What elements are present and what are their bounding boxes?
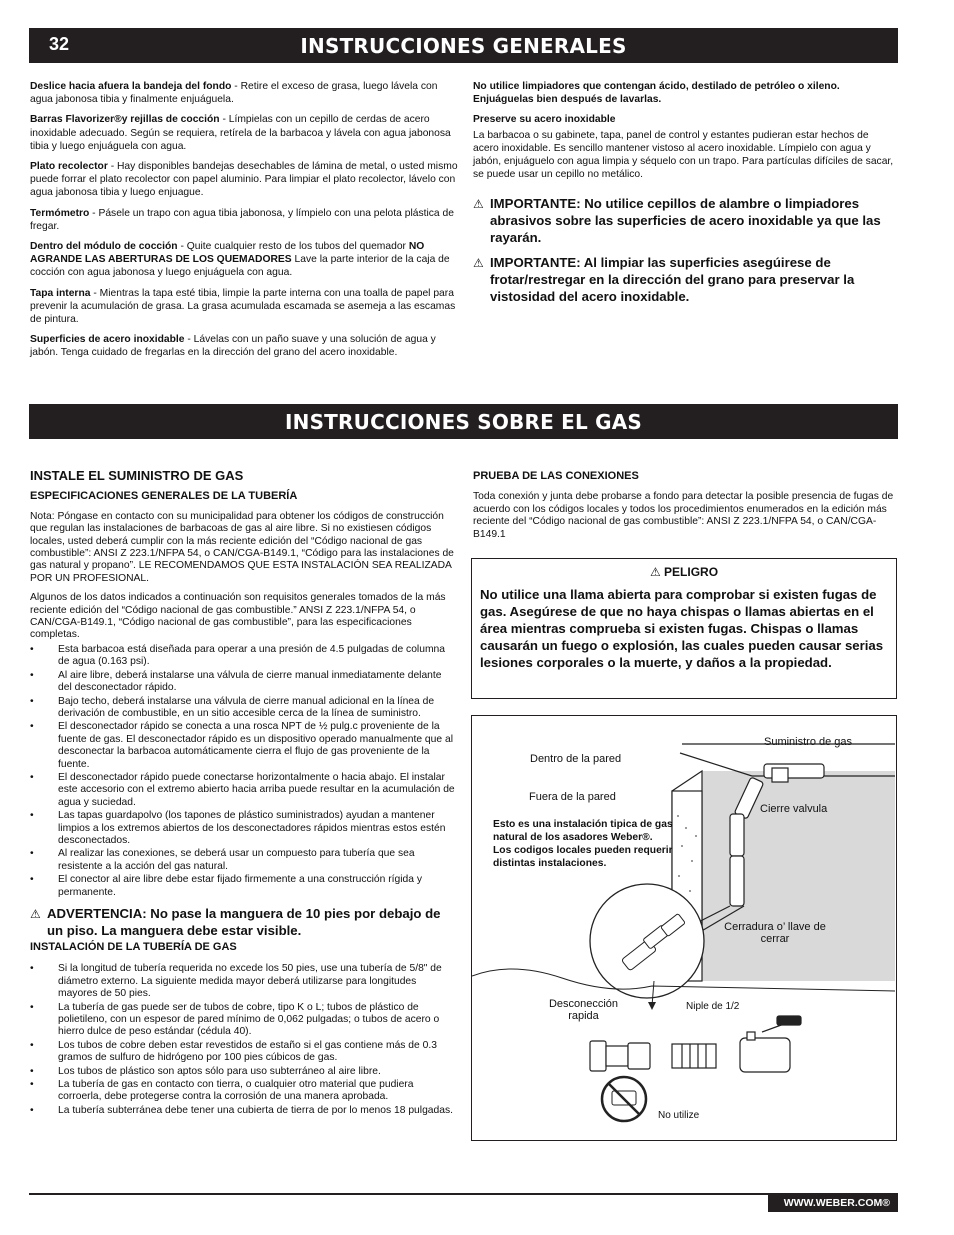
list-item: • Los tubos de plástico son aptos sólo para uso subterráneo al aire libre.	[30, 1066, 455, 1078]
paragraph-lead: Plato recolector	[30, 161, 108, 173]
label-fuera: Fuera de la pared	[529, 791, 616, 803]
paragraph-lead: Barras Flavorizer®y rejillas de cocción	[30, 114, 220, 126]
list-item: • Los tubos de cobre deben estar revestidos de estaño si el gas contiene más de 0.3 gramos de sulfuro de hidrógeno por 100 pies cúbicos de gas.	[30, 1040, 455, 1065]
general-paragraph	[30, 240, 458, 280]
paragraph-text: - Límpielas con un cepillo de cerdas de acero inoxidable adecuado. Según se requiera, retírela de la barbacoa y lávela con agua jabonosa tibia y luego enjuáguela con agua.	[30, 114, 451, 152]
danger-title-text: PELIGRO	[664, 565, 719, 579]
paragraph-text: - Mientras la tapa esté tibia, limpie la parte interna con una toalla de papel para prevenir la acumulación de grasa. La grasa acumulada escamada se asemeja a las escamas de pintura.	[30, 287, 456, 326]
general-right-column	[473, 80, 897, 313]
advertencia	[30, 905, 455, 939]
nota-text: Nota: Póngase en contacto con su municipalidad para obtener los códigos de construcción que regulan las instalaciones de barbacoas de gas al aire libre. Si no existiesen códigos locales, usted deberá cumplir con la más reciente edición del “Código nacional de gas combustible”: ANSI Z 223.1/NFPA 54, o CAN/CGA-B149.1, “Código para las instalaciones de gas natural y propano”. LE RECOMENDAMOS QUE ESTA INSTALACIÓN SEA REALIZADA POR UN PROFESIONAL.	[30, 510, 454, 584]
label-desconeccion: Desconección rapida	[548, 998, 619, 1022]
gas-right-column	[473, 470, 897, 548]
list-item: • Bajo techo, deberá instalarse una válvula de cierre manual adicional en la línea de derivación de combustible, en un sitio accesible cerca de la línea de suministro.	[30, 696, 455, 721]
preserve-text: La barbacoa o su gabinete, tapa, panel de control y estantes pudieran estar hechos de acero inoxidable. Es sencillo mantener vistoso al acero inoxidable. Límpielo con agua y jabón, enjuáguelo con agua limpia y séquelo con un trapo. Para partículas difíciles de sacar, se puede usar un cepillo no metálico.	[473, 129, 894, 181]
list-item: • Al realizar las conexiones, se deberá usar un compuesto para tubería que sea resistente a la acción del gas natural.	[30, 848, 455, 873]
install-heading: INSTALE EL SUMINISTRO DE GAS	[30, 468, 244, 483]
installation-illustration	[472, 716, 895, 1139]
general-paragraph	[30, 207, 458, 233]
installation-figure	[471, 715, 897, 1141]
list-item: • El conector al aire libre debe estar fijado firmemente a una construcción rígida y permanente.	[30, 874, 455, 899]
danger-box	[471, 558, 897, 699]
paragraph-text: - Hay disponibles bandejas desechables de lámina de metal, o usted mismo puede forrar el plato recolector con papel aluminio. Para limpiar el plato recolector, lávelo con agua jabonosa tibia y luego enjuague.	[30, 161, 458, 199]
section-title-gas: INSTRUCCIONES SOBRE EL GAS	[285, 410, 642, 434]
warning-icon: ⚠	[30, 907, 41, 921]
general-paragraph	[30, 113, 458, 153]
algunos-text: Algunos de los datos indicados a continuación son requisitos generales tomados de la más reciente edición del “Código nacional de gas combustible.” ANSI Z 223.1/NFPA 54, o CAN/CGA-B149.1, “Código nacional de gas combustible”, para las especificaciones completas.	[30, 592, 446, 641]
paragraph-text: - Pásele un trapo con agua tibia jabonosa, y límpielo con una pelota plástica de fregar.	[30, 207, 454, 232]
label-niple: Niple de 1/2	[686, 1001, 740, 1012]
label-dentro: Dentro de la pared	[530, 753, 622, 765]
general-header-bar	[29, 28, 898, 63]
general-paragraph	[30, 160, 458, 200]
list-item: • Esta barbacoa está diseñada para operar a una presión de 4.5 pulgadas de columna de agua (0.163 psi).	[30, 644, 455, 669]
page-number: 32	[49, 34, 70, 54]
list-item: • Si la longitud de tubería requerida no excede los 50 pies, use una tubería de 5/8" de diámetro externo. La siguiente medida mayor deberá utilizarse para longitudes mayores de 50 pies.	[30, 963, 455, 1000]
paragraph-text: Lave la parte interior de la caja de cocción con agua jabonosa y luego enjuáguela con agua.	[30, 254, 450, 279]
important-1	[473, 195, 897, 246]
section-title-general: INSTRUCCIONES GENERALES	[300, 34, 627, 58]
warning-icon: ⚠	[473, 256, 484, 271]
figure-note: Esto es una instalación tipica de gas natural de los asadores Weber®. Los codigos locales pueden requerir distintas instalaciones.	[493, 819, 673, 869]
pipe-bullets	[30, 963, 455, 1117]
list-item: • La tubería subterránea debe tener una cubierta de tierra de por lo menos 18 pulgadas.	[30, 1105, 455, 1117]
list-item: • El desconectador rápido puede conectarse horizontalmente o hacia abajo. El instalar este accesorio con el extremo abierto hacia arriba puede resultar en la acumulación de agua y suciedad.	[30, 772, 455, 809]
gas-left-column	[30, 470, 455, 1123]
paragraph-emphasis: NO AGRANDE LAS ABERTURAS DE LOS QUEMADORES	[30, 241, 425, 266]
label-cierre: Cierre valvula	[760, 803, 828, 815]
general-paragraph	[30, 80, 458, 106]
preserve-title: Preserve su acero inoxidable	[473, 114, 616, 126]
danger-title	[480, 565, 888, 579]
prohibited-icon	[602, 1077, 646, 1121]
paragraph-lead: Tapa interna	[30, 287, 91, 299]
gas-header-bar	[29, 404, 898, 439]
important-2-text: IMPORTANTE: Al limpiar las superficies asegúirese de frotar/restregar en la dirección del grano para preservar la vistosidad del acero inoxidable.	[490, 255, 855, 305]
important-2	[473, 254, 897, 305]
shutoff-valve-part	[740, 1016, 801, 1072]
label-no-utilize: No utilize	[658, 1110, 700, 1121]
prueba-heading: PRUEBA DE LAS CONEXIONES	[473, 470, 639, 482]
paragraph-lead: Termómetro	[30, 207, 90, 219]
paragraph-lead: Dentro del módulo de cocción	[30, 241, 178, 253]
prueba-text: Toda conexión y junta debe probarse a fondo para detectar la posible presencia de fugas de acuerdo con los códigos locales y todos los procedimientos enumerados en la edición más reciente del “Código nacional de gas combustible”: ANSI Z 223.1/NFPA 54, o CAN/CGA-B149.1	[473, 491, 894, 540]
warning-icon: ⚠	[473, 197, 484, 212]
spec-bullets	[30, 644, 455, 899]
list-item: • El desconectador rápido se conecta a una rosca NPT de ½ pulg.c proveniente de la fuente de gas. El desconectador rápido es un dispositivo operado manualmente que al desconectar la barbacoa automáticamente cierra el flujo de gas proveniente de la fuente.	[30, 721, 455, 771]
spec-heading: ESPECIFICACIONES GENERALES DE LA TUBERÍA	[30, 490, 298, 503]
nipple-part	[672, 1044, 716, 1068]
paragraph-lead: Superficies de acero inoxidable	[30, 334, 185, 346]
general-left-column	[30, 80, 458, 367]
cleaner-warning: No utilice limpiadores que contengan ácido, destilado de petróleo o xileno. Enjuáguelas bien después de lavarlas.	[473, 81, 840, 106]
inst-tub-heading: INSTALACIÓN DE LA TUBERÍA DE GAS	[30, 941, 237, 953]
general-paragraph	[30, 287, 458, 327]
quick-disconnect-part	[590, 1041, 650, 1071]
general-paragraph	[30, 333, 458, 359]
paragraph-lead: Deslice hacia afuera la bandeja del fondo	[30, 81, 232, 92]
important-1-text: IMPORTANTE: No utilice cepillos de alambre o limpiadores abrasivos sobre las superficies de acero inoxidable ya que las rayarán.	[490, 196, 881, 246]
paragraph-text: - Lávelas con un paño suave y una solución de agua y jabón. Tenga cuidado de fregarlas en la dirección del grano del acero inoxidable.	[30, 334, 436, 359]
advertencia-text: ADVERTENCIA: No pase la manguera de 10 pies por debajo de un piso. La manguera debe estar visible.	[47, 906, 441, 938]
list-item: • Las tapas guardapolvo (los tapones de plástico suministrados) ayudan a mantener limpios a los extremos abiertos de los desconectadores rápidos mientras estos estén desconectados.	[30, 810, 455, 847]
footer-url[interactable]: WWW.WEBER.COM®	[768, 1193, 898, 1212]
label-cerradura: Cerradura o’ llave de cerrar	[724, 921, 826, 945]
warning-icon: ⚠	[649, 565, 661, 579]
list-item: • La tubería de gas puede ser de tubos de cobre, tipo K o L; tubos de plástico de polietileno, con un espesor de pared mínimo de 0,062 pulgadas; o tubos de acero o hierro dulce de peso estándar (cédula 40).	[30, 1002, 455, 1039]
list-item: • Al aire libre, deberá instalarse una válvula de cierre manual inmediatamente delante del desconectador rápido.	[30, 670, 455, 695]
paragraph-text: - Retire el exceso de grasa, luego lávela con agua jabonosa tibia y finalmente enjuáguela.	[30, 81, 438, 106]
list-item: • La tubería de gas en contacto con tierra, o cualquier otro material que pudiera corroerla, debe protegerse contra la corrosión de una manera aprobada.	[30, 1079, 455, 1104]
label-suministro: Suministro de gas	[764, 736, 853, 748]
danger-text: No utilice una llama abierta para comprobar si existen fugas de gas. Asegúrese de que no haya chispas o llamas abiertas en el área mientras comprueba si existen fugas. Chispas o llamas causarán un fuego o explosión, las cuales pueden causar serias lesiones corporales o la muerte, y daños a la propiedad.	[480, 587, 884, 670]
paragraph-text: - Quite cualquier resto de los tubos del quemador	[177, 241, 409, 253]
